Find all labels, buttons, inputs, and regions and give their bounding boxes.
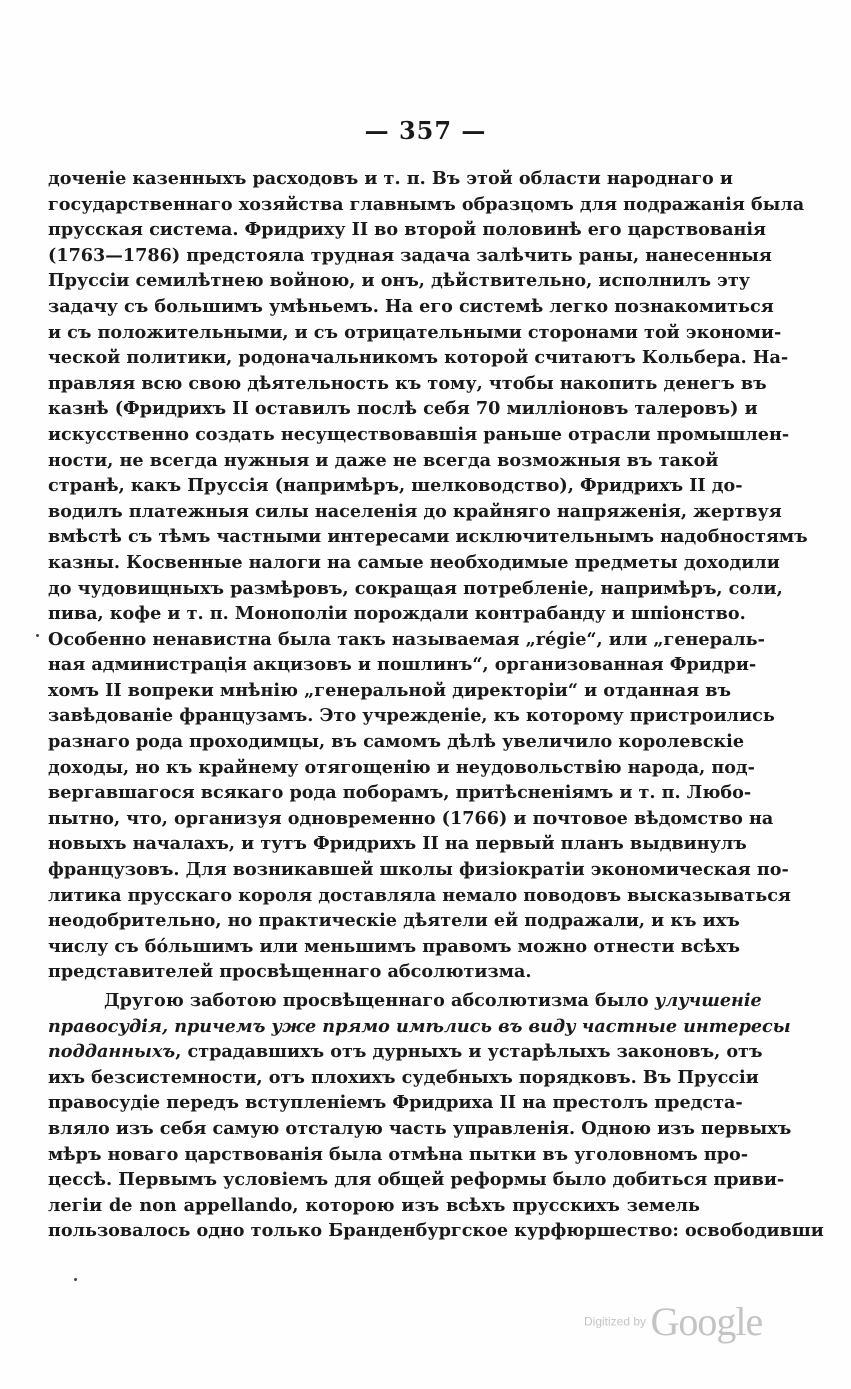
text-line: французовъ. Для возникавшей школы физіократіи экономическая по- bbox=[48, 859, 789, 881]
emphasized-text: улучшеніе bbox=[654, 990, 762, 1011]
text-line: прусская система. Фридриху II во второй половинѣ его царствованія bbox=[48, 219, 767, 241]
text-line: ческой политики, родоначальникомъ которой считаютъ Кольбера. На- bbox=[48, 347, 789, 369]
text-line: Особенно ненавистна была такъ называемая „régie“, или „генераль- bbox=[48, 628, 765, 650]
text-line: искусственно создать несуществовавшія раньше отрасли промышлен- bbox=[48, 423, 790, 445]
text-line: задачу съ большимъ умѣньемъ. На его системѣ легко познакомиться bbox=[48, 295, 774, 317]
paragraph-2 bbox=[48, 988, 824, 1244]
page-number: — 357 — bbox=[364, 116, 487, 145]
text-line: странѣ, какъ Пруссія (напримѣръ, шелководство), Фридрихъ II до- bbox=[48, 475, 743, 497]
text-line: доходы, но къ крайнему отягощенію и неудовольствію народа, под- bbox=[48, 756, 755, 778]
text-line: казнѣ (Фридрихъ II оставилъ послѣ себя 70 милліоновъ талеровъ) и bbox=[48, 398, 758, 420]
text-line: (1763—1786) предстояла трудная задача залѣчить раны, нанесенныя bbox=[48, 244, 772, 266]
paragraph-1 bbox=[48, 166, 808, 985]
text-line: водилъ платежныя силы населенія до крайняго напряженія, жертвуя bbox=[48, 500, 782, 522]
text-line: доченіе казенныхъ расходовъ и т. п. Въ этой области народнаго и bbox=[48, 168, 733, 189]
text-line: государственнаго хозяйства главнымъ образцомъ для подражанія была bbox=[48, 193, 805, 215]
text-line: вергавшагося всякаго рода поборамъ, притѣсненіямъ и т. п. Любо- bbox=[48, 782, 752, 804]
watermark-caption: Digitized by bbox=[584, 1314, 647, 1329]
text-run: , страдавшихъ отъ дурныхъ и устарѣлыхъ законовъ, отъ bbox=[175, 1041, 763, 1063]
emphasized-text: подданныхъ bbox=[48, 1041, 176, 1063]
text-line: правляя всю свою дѣятельность къ тому, чтобы накопить денегъ въ bbox=[48, 372, 767, 394]
text-line: ная администрація акцизовъ и пошлинъ“, организованная Фридри- bbox=[48, 654, 757, 676]
text-line: легіи de non appellando, которою изъ всѣхъ прусскихъ земель bbox=[48, 1194, 700, 1216]
text-line: пытно, что, организуя одновременно (1766) и почтовое вѣдомство на bbox=[48, 807, 774, 829]
text-line: числу съ бо́льшимъ или меньшимъ правомъ можно отнести всѣхъ bbox=[48, 935, 740, 957]
text-line: казны. Косвенные налоги на самые необходимые предметы доходили bbox=[48, 551, 780, 573]
text-line: и съ положительными, и съ отрицательными сторонами той экономи- bbox=[48, 321, 782, 343]
emphasized-line: правосудія, причемъ уже прямо имѣлись въ виду частные интересы bbox=[48, 1015, 791, 1037]
scan-speck bbox=[36, 634, 39, 637]
text-line: литика прусскаго короля доставляла немало поводовъ высказываться bbox=[48, 884, 791, 906]
digitized-watermark bbox=[584, 1298, 762, 1345]
text-line: разнаго рода проходимцы, въ самомъ дѣлѣ увеличило королевскіе bbox=[48, 731, 745, 753]
text-line: вляло изъ себя самую отсталую часть управленія. Одною изъ первыхъ bbox=[48, 1117, 792, 1139]
watermark-logo: Google bbox=[650, 1299, 763, 1344]
text-run: Другою заботою просвѣщеннаго абсолютизма было bbox=[104, 990, 655, 1011]
scan-speck bbox=[74, 1278, 77, 1281]
text-line: хомъ II вопреки мнѣнію „генеральной директоріи“ и отданная въ bbox=[48, 679, 732, 701]
text-line: новыхъ началахъ, и тутъ Фридрихъ II на первый планъ выдвинулъ bbox=[48, 833, 747, 855]
text-line: завѣдованіе французамъ. Это учрежденіе, къ которому пристроились bbox=[48, 705, 775, 727]
text-line: пива, кофе и т. п. Монополіи порождали контрабанду и шпіонство. bbox=[48, 603, 746, 625]
text-line: вмѣстѣ съ тѣмъ частными интересами исключительнымъ надобностямъ bbox=[48, 526, 808, 548]
text-line-last: представителей просвѣщеннаго абсолютизма. bbox=[48, 961, 532, 983]
text-line: ихъ безсистемности, отъ плохихъ судебныхъ порядковъ. Въ Пруссіи bbox=[48, 1066, 759, 1088]
text-line: Пруссіи семилѣтнею войною, и онъ, дѣйствительно, исполнилъ эту bbox=[48, 270, 751, 292]
text-line: пользовалось одно только Бранденбургское курфюршество: освободивши bbox=[48, 1220, 824, 1242]
text-line: правосудіе передъ вступленіемъ Фридриха II на престолъ предста- bbox=[48, 1092, 743, 1114]
text-line: мѣръ новаго царствованія была отмѣна пытки въ уголовномъ про- bbox=[48, 1143, 749, 1165]
text-line-indented bbox=[48, 988, 762, 1014]
text-line bbox=[48, 1039, 763, 1065]
text-line: до чудовищныхъ размѣровъ, сокращая потребленіе, напримѣръ, соли, bbox=[48, 577, 783, 599]
text-line: неодобрительно, но практическіе дѣятели ей подражали, и къ ихъ bbox=[48, 910, 740, 932]
text-line: цессѣ. Первымъ условіемъ для общей реформы было добиться приви- bbox=[48, 1169, 785, 1191]
text-line: ности, не всегда нужныя и даже не всегда возможныя въ такой bbox=[48, 449, 719, 471]
